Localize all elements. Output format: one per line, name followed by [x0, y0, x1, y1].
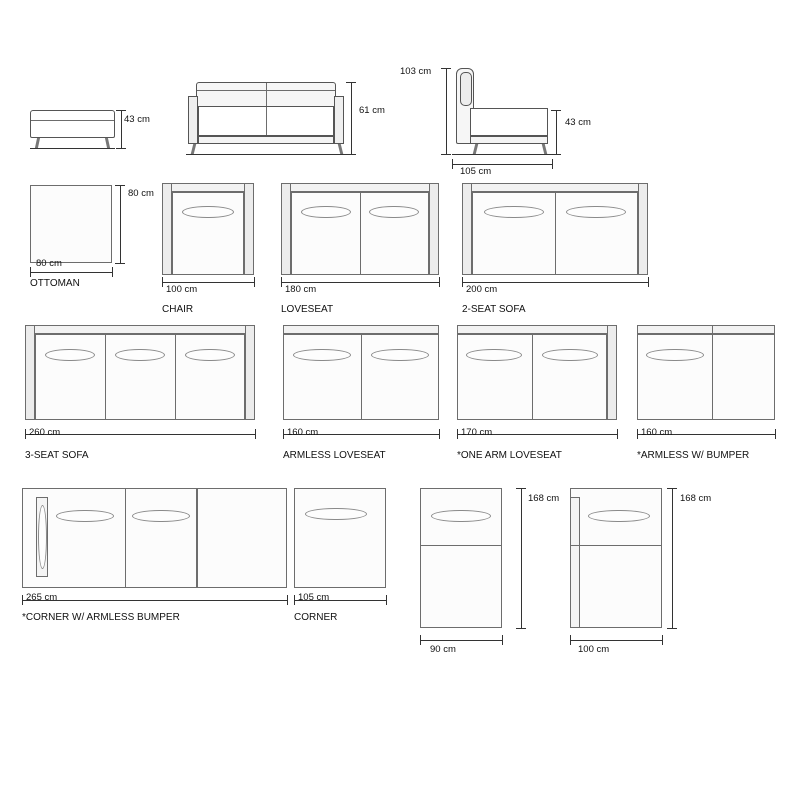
corner-width-label: 105 cm — [298, 592, 330, 603]
label-armless-w-bumper: *ARMLESS W/ BUMPER — [637, 450, 750, 461]
ottoman-depth-label: 80 cm — [128, 188, 154, 199]
label-ottoman: OTTOMAN — [30, 278, 80, 289]
chaise-90-depth-label: 168 cm — [528, 493, 560, 504]
label-loveseat: LOVESEAT — [281, 304, 334, 315]
sofa-side-depth-label: 105 cm — [460, 166, 492, 177]
label-three-seat-sofa: 3-SEAT SOFA — [25, 450, 89, 461]
armless-w-bumper-width-label: 160 cm — [641, 427, 673, 438]
sofa-side-seat-height-label: 43 cm — [565, 117, 591, 128]
ottoman-width-label: 80 cm — [36, 258, 62, 269]
chair-width-label: 100 cm — [166, 284, 198, 295]
two-seat-sofa-width-label: 200 cm — [466, 284, 498, 295]
chaise-100-depth-label: 168 cm — [680, 493, 712, 504]
label-one-arm-loveseat: *ONE ARM LOVESEAT — [457, 450, 562, 461]
ottoman-side-height-label: 43 cm — [124, 114, 150, 125]
three-seat-sofa-width-label: 260 cm — [29, 427, 61, 438]
sofa-front-height-label: 61 cm — [359, 105, 385, 116]
label-corner-w-armless-bumper: *CORNER W/ ARMLESS BUMPER — [22, 612, 180, 623]
label-corner: CORNER — [294, 612, 338, 623]
armless-loveseat-width-label: 160 cm — [287, 427, 319, 438]
chaise-100-width-label: 100 cm — [578, 644, 610, 655]
label-two-seat-sofa: 2-SEAT SOFA — [462, 304, 526, 315]
loveseat-width-label: 180 cm — [285, 284, 317, 295]
corner-w-armless-bumper-width-label: 265 cm — [26, 592, 58, 603]
one-arm-loveseat-width-label: 170 cm — [461, 427, 493, 438]
label-chair: CHAIR — [162, 304, 194, 315]
label-armless-loveseat: ARMLESS LOVESEAT — [283, 450, 386, 461]
chaise-90-width-label: 90 cm — [430, 644, 456, 655]
sofa-side-total-height-label: 103 cm — [400, 66, 432, 77]
